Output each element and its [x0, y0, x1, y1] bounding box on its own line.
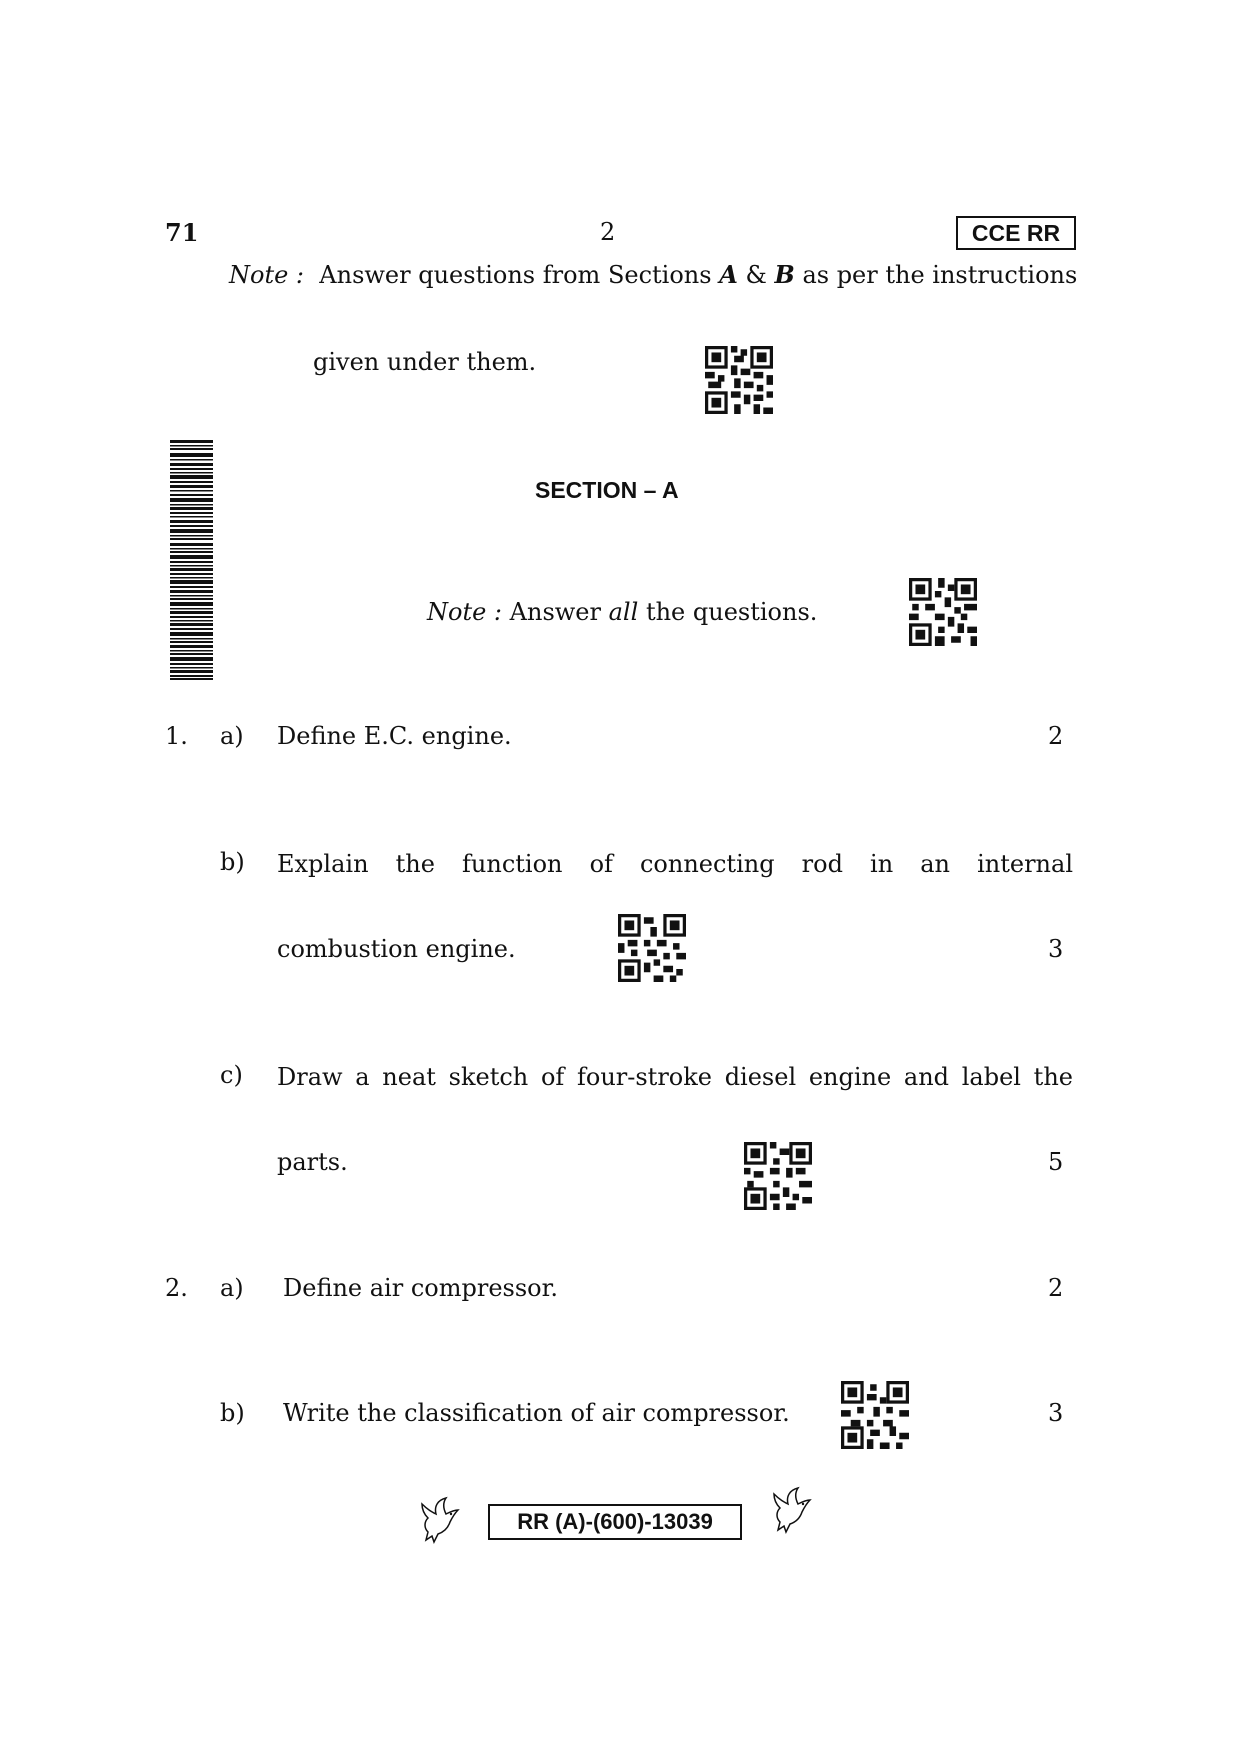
- paper-number: 71: [165, 218, 199, 247]
- marks: 3: [1048, 935, 1064, 963]
- question-text: Write the classification of air compressor.: [283, 1399, 790, 1427]
- word: internal: [977, 850, 1073, 878]
- question-number: 1.: [165, 722, 188, 750]
- page-number: 2: [600, 218, 616, 246]
- question-text-cont: combustion engine.: [277, 935, 516, 963]
- section-note-emphasis: all: [608, 598, 639, 626]
- marks: 5: [1048, 1148, 1064, 1176]
- section-note-text-2: the questions.: [645, 598, 818, 626]
- general-note-line2: given under them.: [313, 348, 537, 376]
- part-label: b): [220, 848, 245, 876]
- word: a: [355, 1063, 370, 1091]
- word: Draw: [277, 1063, 343, 1091]
- qr-code-icon: [743, 1142, 813, 1210]
- word: the: [395, 850, 435, 878]
- marks: 3: [1048, 1399, 1064, 1427]
- section-a-ref: A: [719, 260, 738, 289]
- dove-icon: [418, 1496, 464, 1546]
- question-text: Define E.C. engine.: [277, 722, 512, 750]
- word: rod: [801, 850, 843, 878]
- dove-icon: [770, 1486, 816, 1536]
- word: the: [1033, 1063, 1073, 1091]
- word: Explain: [277, 850, 369, 878]
- section-b-ref: B: [774, 260, 795, 289]
- word: sketch: [448, 1063, 529, 1091]
- word: diesel: [724, 1063, 797, 1091]
- word: in: [870, 850, 894, 878]
- barcode-icon: [170, 440, 213, 680]
- marks: 2: [1048, 722, 1064, 750]
- marks: 2: [1048, 1274, 1064, 1302]
- part-label: a): [220, 1274, 244, 1302]
- note-text: Answer questions from Sections: [319, 261, 712, 289]
- section-note-text: Answer: [509, 598, 601, 626]
- footer-code-box: [488, 1504, 742, 1540]
- note-amp: &: [745, 261, 767, 289]
- exam-code: CCE RR: [971, 219, 1061, 246]
- note-text-2: as per the instructions: [802, 261, 1078, 289]
- word: of: [540, 1063, 565, 1091]
- part-label: c): [220, 1061, 243, 1089]
- word: connecting: [639, 850, 775, 878]
- qr-code-icon: [908, 578, 978, 646]
- general-note-line1: [229, 260, 1078, 289]
- part-label: b): [220, 1399, 245, 1427]
- word: and: [903, 1063, 950, 1091]
- note-label: Note :: [229, 261, 305, 289]
- word: neat: [382, 1063, 436, 1091]
- word: of: [589, 850, 613, 878]
- question-text-cont: parts.: [277, 1148, 348, 1176]
- word: an: [920, 850, 951, 878]
- qr-code-icon: [704, 346, 774, 414]
- footer-code: RR (A)-(600)-13039: [517, 1509, 713, 1534]
- qr-code-icon: [840, 1381, 910, 1449]
- question-text-line: [277, 1063, 1073, 1091]
- question-text: Define air compressor.: [283, 1274, 559, 1302]
- question-text-line: [277, 850, 1073, 878]
- section-note: [427, 600, 817, 624]
- section-note-label: Note :: [427, 598, 503, 626]
- qr-code-icon: [617, 914, 687, 982]
- word: label: [961, 1063, 1021, 1091]
- part-label: a): [220, 722, 244, 750]
- word: engine: [808, 1063, 892, 1091]
- question-number: 2.: [165, 1274, 188, 1302]
- word: function: [462, 850, 563, 878]
- section-title: SECTION – A: [535, 477, 679, 503]
- exam-code-box: [956, 216, 1076, 250]
- word: four-stroke: [576, 1063, 712, 1091]
